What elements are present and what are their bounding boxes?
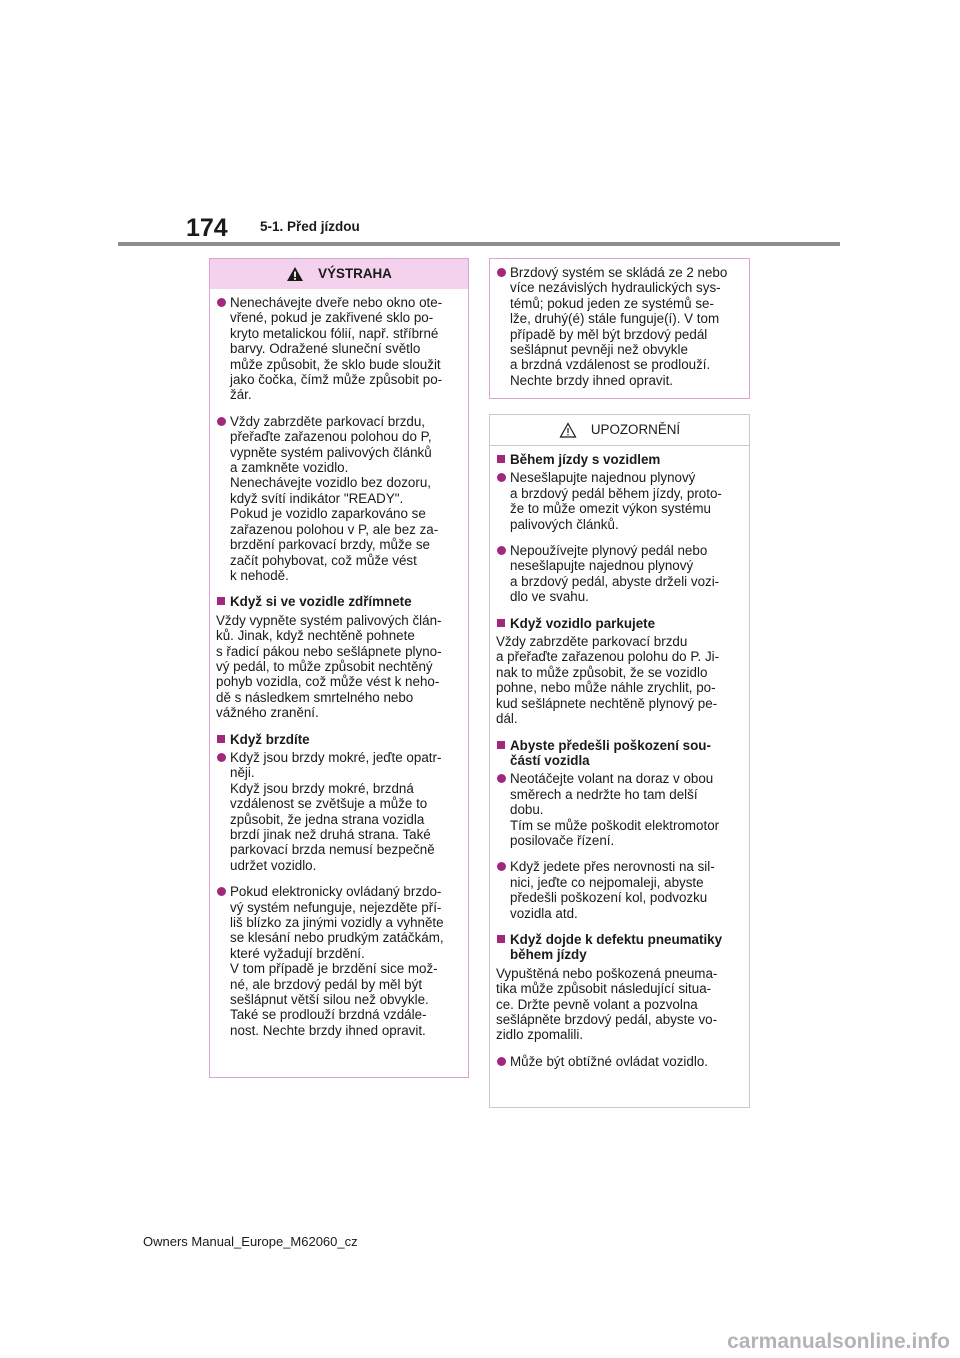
warning-continuation-box bbox=[489, 258, 750, 399]
warning-triangle-icon bbox=[286, 266, 304, 282]
section-heading: Abyste předešli poškození sou- částí vozidla bbox=[496, 738, 741, 769]
footer-text: Owners Manual_Europe_M62060_cz bbox=[143, 1234, 358, 1249]
warning-box-header bbox=[210, 259, 468, 289]
section-title: 5-1. Před jízdou bbox=[260, 219, 360, 234]
warning-title: VÝSTRAHA bbox=[318, 266, 392, 282]
header-divider bbox=[118, 242, 840, 246]
bullet-item: Když jsou brzdy mokré, jeďte opatr- něji. Když jsou brzdy mokré, brzdná vzdálenost se zvětšuje a může to způsobit, že jedna strana vozidla brzdí jinak než druhá strana. Také parkovací brzda nemusí bezpečně udržet vozidlo. bbox=[216, 750, 460, 873]
paragraph: Vždy vypněte systém palivových člán- ků. Jinak, když nechtěně pohnete s řadicí pákou nebo sešlápnete plyno- vý pedál, to může způsobit nechtěný pohyb vozidla, což může vést k neho- dě s následkem smrtelného nebo vážného zranění. bbox=[216, 612, 442, 721]
paragraph: Vypuštěná nebo poškozená pneuma- tika může způsobit následující situa- ce. Držte pevně volant a pozvolna sešlápněte brzdový pedál, abyste vo- zidlo zpomalili. bbox=[496, 965, 718, 1043]
notice-box-header bbox=[490, 415, 749, 446]
bullet-item: Nenechávejte dveře nebo okno ote- vřené, pokud je zakřivené sklo po- kryto metalickou fólií, např. stříbrné barvy. Odražené sluneční světlo může způsobit, že sklo bude sloužit jako čočka, čímž může způsobit po- žár. bbox=[216, 295, 460, 403]
section-heading: Během jízdy s vozidlem bbox=[496, 452, 741, 467]
bullet-item: Vždy zabrzděte parkovací brzdu, přeřaďte zařazenou polohou do P, vypněte systém palivových článků a zamkněte vozidlo. Nenechávejte vozidlo bez dozoru, když svítí indikátor "READY". Pokud je vozidlo zaparkováno se zařazenou polohou v P, ale bez za- brzdění parkovací brzdy, může se začít pohybovat, což může vést k nehodě. bbox=[216, 414, 460, 583]
bullet-item: Nepoužívejte plynový pedál nebo nesešlapujte najednou plynový a brzdový pedál, abyste drželi vozi- dlo ve svahu. bbox=[496, 543, 741, 605]
bullet-item: Pokud elektronicky ovládaný brzdo- vý systém nefunguje, nejezděte pří- liš blízko za jinými vozidly a vyhněte se klesání nebo prudkým zatáčkám, které vyžadují brzdění. V tom případě je brzdění sice mož- né, ale brzdový pedál by měl být sešlápnut větší silou než obvykle. Také se prodlouží brzdná vzdále- nost. Nechte brzdy ihned opravit. bbox=[216, 884, 460, 1038]
notice-title: UPOZORNĚNÍ bbox=[590, 422, 681, 438]
section-heading: Když si ve vozidle zdřímnete bbox=[216, 594, 460, 609]
paragraph: Vždy zabrzděte parkovací brzdu a přeřaďte zařazenou polohu do P. Ji- nak to může způsobit, že se vozidlo pohne, nebo může náhle zrychlit, po- kud sešlápnete nechtěně plynový pe- dál. bbox=[496, 634, 720, 727]
bullet-item: Může být obtížné ovládat vozidlo. bbox=[496, 1054, 741, 1069]
warning-box-body bbox=[210, 289, 468, 1046]
notice-box-body bbox=[490, 446, 749, 1077]
notice-box bbox=[489, 414, 750, 1108]
page-number: 174 bbox=[186, 214, 228, 242]
bullet-item: Neotáčejte volant na doraz v obou směrech a nedržte ho tam delší dobu. Tím se může poškodit elektromotor posilovače řízení. bbox=[496, 771, 741, 848]
warning-box bbox=[209, 258, 469, 1078]
watermark: carmanualsonline.info bbox=[727, 1330, 950, 1353]
section-heading: Když vozidlo parkujete bbox=[496, 616, 741, 631]
section-heading: Když brzdíte bbox=[216, 732, 460, 747]
bullet-item: Brzdový systém se skládá ze 2 nebo více nezávislých hydraulických sys- témů; pokud jeden ze systémů se- lže, druhý(é) stále funguje(í). V tom případě by měl být brzdový pedál sešlápnut pevněji než obvykle a brzdná vzdálenost se prodlouží. Nechte brzdy ihned opravit. bbox=[496, 265, 741, 388]
caution-triangle-icon bbox=[559, 422, 577, 438]
bullet-item: Nesešlapujte najednou plynový a brzdový pedál během jízdy, proto- že to může omezit výkon systému palivových článků. bbox=[496, 470, 741, 532]
bullet-item: Když jedete přes nerovnosti na sil- nici, jeďte co nejpomaleji, abyste předešli poškození kol, podvozku vozidla atd. bbox=[496, 859, 741, 921]
warning-continuation-body bbox=[490, 259, 749, 396]
section-heading: Když dojde k defektu pneumatiky během jízdy bbox=[496, 932, 741, 963]
